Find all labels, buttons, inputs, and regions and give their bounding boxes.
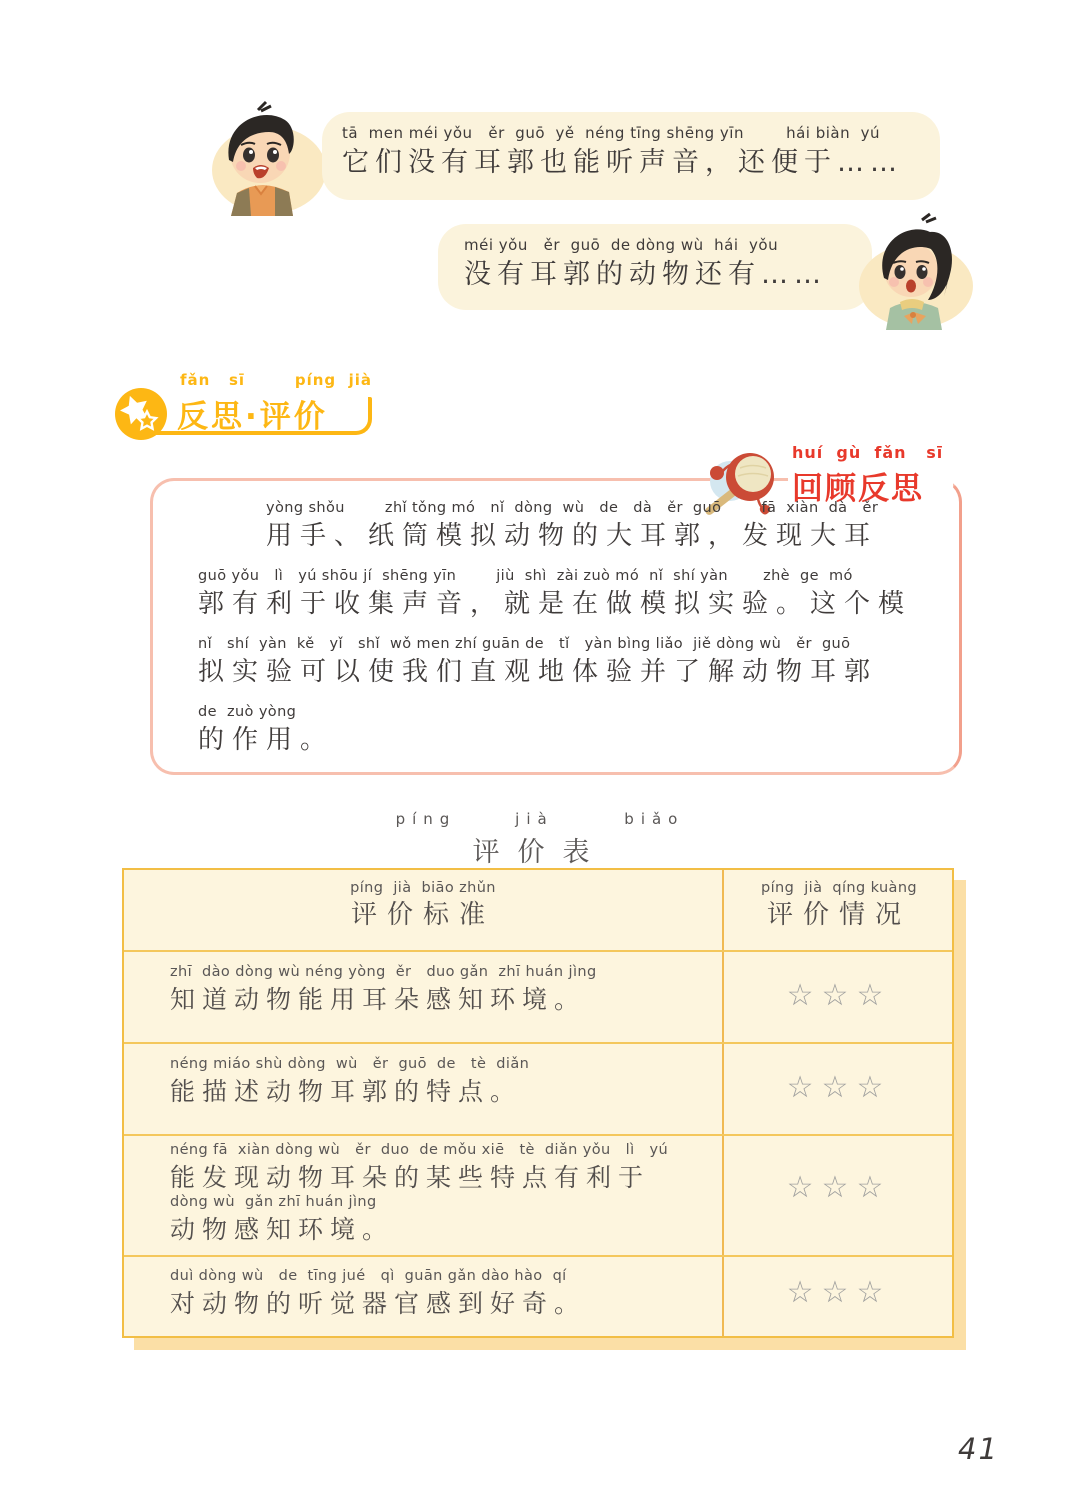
header-pinyin: píng jià qíng kuàng (760, 880, 918, 896)
line-text: 拟实验可以使我们直观地体验并了解动物耳郭 (198, 657, 879, 687)
table-row-criterion (170, 1056, 710, 1108)
header-text: 评价情况 (766, 900, 911, 930)
table-row-divider (124, 1255, 952, 1257)
criterion-text: 能发现动物耳朵的某些特点有利于 (170, 1163, 651, 1192)
table-title-text: 评价表 (472, 837, 608, 868)
section-header-pinyin: fǎn sī píng jià (180, 371, 372, 389)
table-row-divider (124, 1042, 952, 1044)
paragraph-line (198, 704, 938, 772)
criterion-text: 能描述动物耳郭的特点。 (170, 1077, 523, 1106)
bubble-girl-pinyin: méi yǒu ěr guō de dòng wù hái yǒu (464, 236, 779, 254)
boy-avatar-illustration (203, 98, 327, 216)
speech-bubble-girl (438, 224, 872, 310)
page-number: 41 (958, 1432, 999, 1466)
paragraph-line (198, 636, 938, 704)
criterion-pinyin: duì dòng wù de tīng jué qì guān gǎn dào hào qí (170, 1268, 567, 1284)
criterion-text: 知道动物能用耳朵感知环境。 (170, 985, 587, 1014)
line-text: 用手、纸筒模拟动物的大耳郭，发现大耳 (266, 521, 879, 551)
criterion-pinyin: néng miáo shù dòng wù ěr guō de tè diǎn (170, 1056, 530, 1072)
line-pinyin: yòng shǒu zhǐ tǒng mó nǐ dòng wù de dà ěr guō fā xiàn dà ěr (266, 500, 879, 516)
criterion-pinyin: zhī dào dòng wù néng yòng ěr duo gǎn zhī huán jìng (170, 964, 597, 980)
star-rating: ☆☆☆ (786, 1170, 892, 1205)
criterion-text: 对动物的听觉器官感到好奇。 (170, 1289, 587, 1318)
table-row-criterion (170, 1268, 710, 1320)
table-row-criterion (170, 964, 710, 1016)
header-pinyin: píng jià biāo zhǔn (350, 880, 496, 896)
evaluation-table (122, 868, 954, 1338)
table-header-rating (722, 880, 956, 932)
star-rating: ☆☆☆ (786, 1070, 892, 1105)
paragraph-line (198, 500, 938, 568)
line-text: 郭有利于收集声音，就是在做模拟实验。这个模 (198, 589, 913, 619)
criterion-pinyin: néng fā xiàn dòng wù ěr duo de mǒu xiē tè diǎn yǒu lì yú (170, 1142, 669, 1158)
girl-avatar-illustration (856, 212, 982, 330)
table-row-divider (124, 1134, 952, 1136)
evaluation-table-title (122, 810, 958, 869)
speech-bubble-boy (322, 112, 940, 200)
line-pinyin: de zuò yòng (198, 704, 297, 720)
line-pinyin: guō yǒu lì yú shōu jí shēng yīn jiù shì zài zuò mó nǐ shí yàn zhè ge mó (198, 568, 853, 584)
header-text: 评价标准 (350, 900, 495, 930)
review-reflect-title: 回顾反思 (792, 471, 924, 507)
boy-avatar (203, 98, 327, 216)
table-header-criteria (124, 880, 722, 932)
line-text: 的作用。 (198, 725, 335, 755)
star-rating: ☆☆☆ (786, 978, 892, 1013)
bubble-boy-text: 它们没有耳郭也能听声音，还便于…… (342, 147, 903, 178)
criterion-text: 动物感知环境。 (170, 1215, 395, 1244)
girl-avatar (856, 212, 982, 330)
star-badge-icon (115, 388, 167, 440)
paragraph-line (198, 568, 938, 636)
bubble-girl-text: 没有耳郭的动物还有…… (464, 259, 827, 290)
review-reflect-pinyin: huí gù fǎn sī (792, 443, 944, 462)
table-row-divider (124, 950, 952, 952)
table-title-pinyin: píng jià biǎo (395, 810, 685, 828)
section-header-title: 反思·评价 (177, 399, 328, 435)
reflection-paragraph (198, 500, 938, 772)
criterion-pinyin: dòng wù gǎn zhī huán jìng (170, 1194, 377, 1210)
star-rating: ☆☆☆ (786, 1275, 892, 1310)
bubble-boy-pinyin: tā men méi yǒu ěr guō yě néng tīng shēng yīn hái biàn yú (342, 124, 881, 142)
line-pinyin: nǐ shí yàn kě yǐ shǐ wǒ men zhí guān de tǐ yàn bìng liǎo jiě dòng wù ěr guō (198, 636, 851, 652)
table-row-criterion (170, 1142, 710, 1246)
